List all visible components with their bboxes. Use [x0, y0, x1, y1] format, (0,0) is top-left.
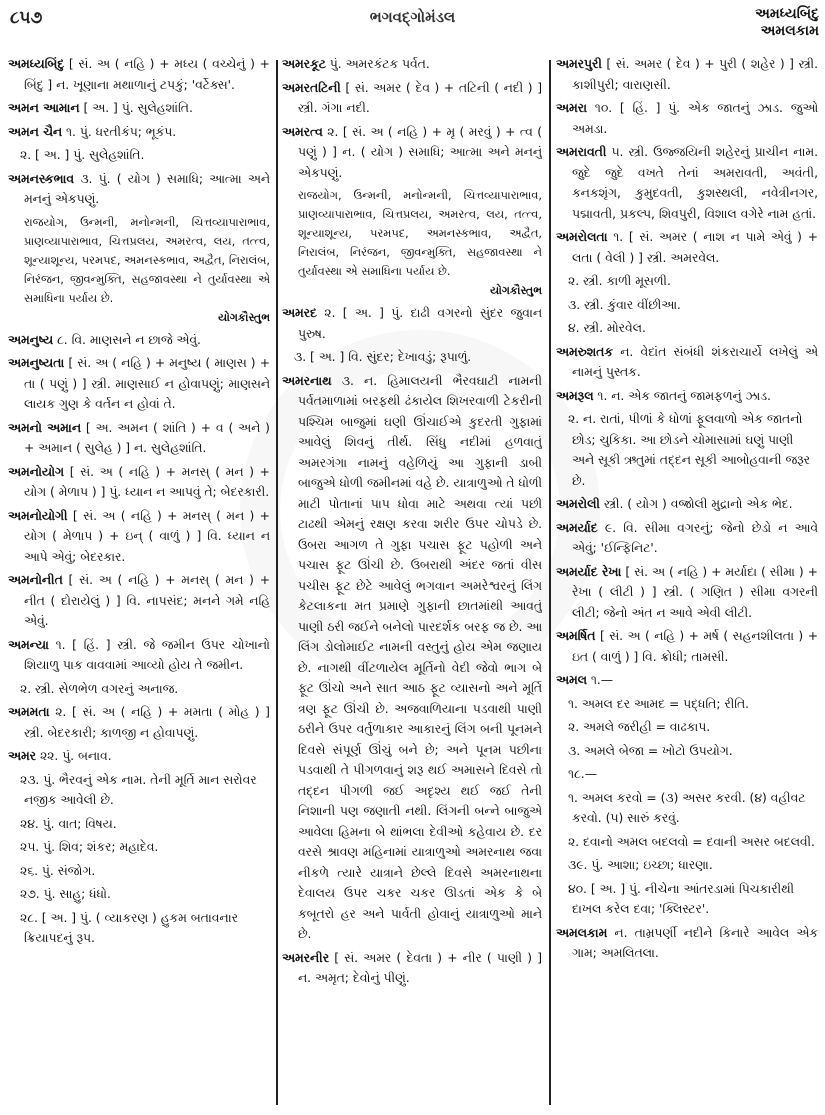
sense-item	[556, 409, 818, 491]
headword: અમરા	[556, 101, 588, 115]
synonym-quote	[8, 213, 270, 327]
headword: અમરુશતક	[556, 344, 613, 359]
headword: અમલકામ	[556, 925, 608, 940]
definition-text: ૧૦. [ હિં. ] પું. એક જાતનું ઝાડ. જુઓ અમડા.	[572, 101, 818, 136]
headword: અમન્યા	[8, 637, 49, 652]
dictionary-entry	[556, 386, 818, 407]
page-header	[0, 0, 825, 52]
definition-text: ૨. ન. રાતાં, પીળાં કે ધોળાં ફૂલવાળો એક જાતનો છોડ; ચુકિકા. આ છોડને ચોમાસામાં ઘણું પાણી અને સૂકી ઋતુમાં તદ્દન સૂકી આબોહવાની જરૂર છે.	[568, 412, 810, 488]
definition-text: ૩. સ્ત્રી. કુંવાર વીંછીઆ.	[568, 297, 681, 312]
definition-text: ૩. [ અ. ] વિ. સુંદર; દેખાવડું; રૂપાળું.	[294, 350, 472, 364]
definition-text: [ સં. અમર ( દેવ ) + તટિની ( નદી ) ] સ્ત્રી. ગંગા નદી.	[298, 80, 542, 115]
definition-text: ૧.—	[590, 673, 614, 687]
dictionary-entry	[8, 169, 270, 210]
definition-text: [ સં. અમર ( દેવતા ) + નીર ( પાણી ) ] ન. અમૃત; દેવોનું પીણું.	[298, 950, 542, 985]
dictionary-entry	[282, 948, 542, 989]
dictionary-entry	[8, 353, 270, 415]
headword: અમનુષ્યતા	[8, 356, 65, 370]
definition-text: ૫. સ્ત્રી. ઉજ્જયિની શહેરનું પ્રાચીન નામ. જુદે જુદે વખતે તેનાં અમરાવતી, અવંતી, કનકશૃંગ, કુમુદવતી, કુશસ્થલી, નવેત્રીનગર, પદ્માવતી, પ્રકલ્પ, શિવપુરી, વિશાલ વગેરે નામ હતાં.	[572, 145, 818, 221]
dictionary-entry	[556, 54, 818, 95]
sense-item	[8, 837, 270, 858]
definition-text: ૧. પું. ધરતીકંપ; ભૂકંપ.	[66, 124, 177, 139]
definition-text: ૨. દવાનો અમલ બદલવો = દવાની અસર બદલવી.	[568, 834, 815, 849]
definition-text: ૪૦. [ અ. ] પું. નીચેના આંતરડામાં પિચકારીથી દાખલ કરેલ દવા; 'ક્લિસ્ટર'.	[568, 881, 795, 916]
definition-text: ૨. [ સં. અ ( નહિ ) + મમતા ( મોહ ) ] સ્ત્રી. બેદરકારી; કાળજી ન હોવાપણું.	[24, 705, 270, 740]
definition-text: ૨. સ્ત્રી. સેળભેળ વગરનું અનાજ.	[20, 681, 179, 696]
sense-item	[8, 908, 270, 949]
sense-item	[556, 788, 818, 829]
definition-text: ૧. ન. એક જાતનું જામફળનું ઝાડ.	[597, 388, 771, 403]
sense-item	[8, 884, 270, 905]
sense-item	[8, 679, 270, 700]
dictionary-entry	[282, 54, 542, 75]
definition-text: ૨૫. પું. શિવ; શંકર; મહાદેવ.	[20, 840, 159, 854]
headword: અમરદ	[282, 306, 317, 320]
dictionary-entry	[556, 227, 818, 268]
dictionary-entry	[8, 702, 270, 743]
column-1	[8, 54, 270, 1115]
dictionary-entry	[8, 54, 270, 95]
quote-text: રાજયોગ, ઉન્મની, મનોન્મની, ચિત્તવ્યાપારાભાવ, પ્રાણવ્યાપારાભાવ, ચિત્તપ્રલય, અમરત્વ, લય, તત્ત્વ, શૂન્યાશૂન્ય, પરમપદ, અમનસ્કભાવ, અદ્વૈત, નિરાલંબ, નિરંજન, જીવન્મુક્તિ, સહજાવસ્થા ને તુર્યાવસ્થા એ સમાધિના પર્યાય છે.	[24, 214, 270, 305]
sense-item	[8, 770, 270, 811]
definition-text: ૨. [ અ. ] પું. દાઢી વગરનો સુંદર જુવાન પુરુષ.	[298, 306, 542, 341]
definition-text: ૪. સ્ત્રી. મોરવેલ.	[568, 321, 646, 335]
definition-text: ૧. અમલ દર આમદ = પદ્ધતિ; રીતિ.	[568, 696, 750, 711]
definition-text: સ્ત્રી. ( યોગ ) વજ્રોલી મુદ્રાનો એક ભેદ.	[603, 497, 793, 511]
sense-item	[556, 295, 818, 316]
column-divider	[549, 60, 551, 1105]
headword: અમલ	[556, 673, 587, 687]
definition-text: ૨૬. પું. સંજોગ.	[20, 863, 96, 878]
guide-word-last: અમલકામ	[760, 23, 819, 39]
headword: અમરપુરી	[556, 57, 602, 71]
headword: અમરતટિની	[282, 80, 341, 95]
headword: અમનો અમાન	[8, 420, 81, 435]
sense-item	[282, 347, 542, 368]
sense-item	[8, 145, 270, 166]
definition-text: ૨૮. [ અ. ] પું. ( વ્યાકરણ ) હુકમ બતાવનાર ક્રિયાપદનું રૂપ.	[20, 910, 238, 945]
sense-item	[556, 717, 818, 738]
definition-text: [ સં. અ ( નહિ ) + મનસ્ ( મન ) + નીત ( દોરાયેલું ) ] વિ. નાપસંદ; મનને ગમે નહિ એવું.	[24, 573, 270, 628]
sense-item	[8, 814, 270, 835]
sense-item	[556, 832, 818, 853]
sense-item	[556, 741, 818, 762]
dictionary-entry	[8, 122, 270, 143]
dictionary-entry	[282, 78, 542, 119]
definition-text: [ સં. અ ( નહિ ) + મર્ષ ( સહનશીલતા ) + ઇત ( વાળું ) ] વિ. ક્રોધી; તામસી.	[572, 629, 818, 664]
definition-text: [ સં. અ ( નહિ ) + મનસ્ ( મન ) + યોગ ( મેળાપ ) ] પું. ધ્યાન ન આપવું તે; બેદરકારી.	[24, 464, 270, 499]
dictionary-entry	[556, 518, 818, 559]
column-2	[282, 54, 542, 1115]
dictionary-columns	[0, 54, 825, 1115]
dictionary-entry	[8, 98, 270, 119]
sense-item	[556, 879, 818, 920]
headword: અમરોલતા	[556, 230, 608, 244]
headword: અમન આમાન	[8, 101, 80, 115]
definition-text: ન. તામ્રપર્ણી નદીને કિનારે આવેલ એક ગામ; અમલિતલા.	[572, 925, 818, 960]
dictionary-entry	[8, 462, 270, 503]
headword: અમરત્વ	[282, 124, 323, 139]
headword: અમરકૂટ	[282, 57, 326, 71]
definition-text: [ સં. અ ( નહિ ) + મર્યાદા ( સીમા ) + રેખા ( લીટી ) ] સ્ત્રી. ( ગણિત ) સીમા વગરની લીટી; જેનો અંત ન આવે એવી લીટી.	[572, 564, 818, 620]
definition-text: ૨૪. પું. વાત; વિષય.	[20, 816, 117, 831]
definition-text: ૨. સ્ત્રી. કાળી મૂસળી.	[568, 274, 671, 288]
dictionary-entry	[282, 371, 542, 945]
definition-text: ૩. પું. ( યોગ ) સમાધિ; આત્મા અને મનનું એકપણું.	[24, 171, 270, 206]
column-3	[556, 54, 818, 1115]
definition-text: ૮. વિ. માણસને ન છાજે એવું.	[57, 332, 201, 347]
dictionary-entry	[556, 494, 818, 515]
guide-word-first: અમધ્યબિંદુ	[755, 6, 819, 22]
dictionary-entry	[556, 670, 818, 691]
dictionary-entry	[282, 303, 542, 344]
definition-text: [ સં. અ ( નહિ ) + મનસ્ ( મન ) + યોગ ( મેળાપ ) + ઇન્ ( વાળું ) ] વિ. ધ્યાન ન આપે એવું; બેદરકાર.	[24, 508, 270, 564]
definition-text: ૧. [ હિં. ] સ્ત્રી. જે જમીન ઉપર ચોખાનો શિયાળુ પાક વાવવામાં આવ્યો હોય તે જમીન.	[24, 637, 270, 672]
headword: અમર	[8, 749, 37, 763]
sense-item	[556, 764, 818, 785]
headword: અમનસ્કભાવ	[8, 171, 75, 186]
definition-text: [ અ. ] પું. સુલેહશાંતિ.	[83, 101, 193, 115]
dictionary-entry	[8, 570, 270, 632]
headword: અમરનાથ	[282, 373, 332, 388]
headword: અમરાવતી	[556, 145, 607, 159]
definition-text: ૩. ન. હિમાલયની ભૈરવઘાટી નામની પર્વતમાળામાં બરફથી ઢંકાયેલ શિખરવાળી ટેકરીની પશ્ચિમ બાજુમાં ઘણી ઊંચાઈએ કુદરતી ગુફામાં આવેલું શિવનું તીર્થ. સિંધુ નદીમાં હળવાતું અમરગંગા નામનું વહેળિયું આ ગુફાની ડાબી બાજુએ ધોળી જમીનમાં વહે છે. યાત્રાળુઓ તે ધોળી માટી પોતાનાં પાપ ધોવા માટે અથવા ત્યાં પછી ટાઢથી એમનું રક્ષણ કરવા શરીર ઉપર ચોપડે છે. ઉબરા આગળ તે ગુફા પચાસ ફૂટ પહોળી અને પચાસ ફૂટ ઊંચી છે. ઉબરાથી અંદર જતાં વીસ પચીસ ફૂટ છેટે આવેલું ભગવાન અમરેશ્વરનું લિંગ કેટલાકના મત પ્રમાણે ગુફાની છાતમાંથી આવતું પાણી ઠરી જઈને બનેલો પારદર્શક બરફ જ છે. આ લિંગ ડોલોમાઈટ નામની વસ્તુનું હોય એમ જણાય છે. નાગથી વીંટળાયેલ મૂર્તિનો વેદી જેવો ભાગ બે ફૂટ ઊંચો અને સાત આઠ ફૂટ વ્યાસનો અને મૂર્તિ ત્રણ ફૂટ ઊંચી છે. અજવાળિયાના પડવાથી પાણી ઠરીને ઉપર વર્તુળાકાર આકારનું લિંગ બની પૂનમને દિવસે સંપૂર્ણ ઊંચું બને છે; અને પૂનમ પછીના પડવાથી તે પીગળવાનું શરૂ થઈ અમાસને દિવસે તો તદ્દન પીગળી જઈ અદૃશ્ય થઈ જઈ તેની નિશાની પણ જણાતી નથી. લિંગની બન્ને બાજુએ આવેલા હિમના બે થાંભલા દેવીઓ કહેવાય છે. દર વરસે શ્રાવણ મહિનામાં યાત્રાળુઓ અમરનાથ જવા નીકળે ત્યારે યાત્રાને છેલ્લે દિવસે અમરનાથના દેવાલય ઉપર ચકર ચકર ઊડતાં એક કે બે કબૂતરો હર અને પાર્વતી હોવાનું યાત્રાળુઓ માને છે.	[298, 373, 542, 941]
headword: અમરનીર	[282, 950, 330, 965]
headword: અમર્યાદ રેખા	[556, 564, 622, 579]
sense-item	[8, 861, 270, 882]
headword: અમરોલી	[556, 497, 600, 511]
dictionary-entry	[556, 342, 818, 383]
definition-text: ૩૯. પું. આશા; ઇચ્છા; ધારણા.	[568, 858, 713, 872]
dictionary-entry	[556, 626, 818, 667]
quote-text: રાજયોગ, ઉન્મની, મનોન્મની, ચિત્તવ્યાપારાભાવ, પ્રાણવ્યાપારાભાવ, ચિત્તપ્રલય, અમરત્વ, લય, તત્ત્વ, શૂન્યાશૂન્ય, પરમપદ, અમનસ્કભાવ, અદ્વૈત, નિરાલંબ, નિરંજન, જીવન્મુક્તિ, સહજાવસ્થા ને તુર્યાવસ્થા એ સમાધિના પર્યાય છે.	[298, 188, 542, 278]
headword: અમરૂલ	[556, 388, 594, 403]
headword: અમન ચૈન	[8, 124, 63, 139]
sense-item	[556, 271, 818, 292]
definition-text: ૨૭. પું. સાહુ; ધંધો.	[20, 887, 111, 901]
sense-item	[556, 855, 818, 876]
headword: અમનોયોગી	[8, 508, 68, 523]
guide-words	[755, 6, 819, 40]
quote-source: યોગકૌસ્તુભ	[218, 310, 270, 324]
dictionary-entry	[556, 562, 818, 624]
definition-text: ૨૨. પું. બનાવ.	[39, 749, 112, 763]
definition-text: ૨. [ સં. અ ( નહિ ) + મૃ ( મરવું ) + ત્વ ( પણું ) ] ન. ( યોગ ) સમાધિ; આત્મા અને મનનું એકપણું.	[298, 124, 542, 180]
headword: અમમતા	[8, 705, 50, 719]
definition-text: ૧૮.—	[568, 767, 597, 781]
dictionary-entry	[556, 142, 818, 224]
definition-text: [ સં. અ ( નહિ ) + મનુષ્ય ( માણસ ) + તા ( પણું ) ] સ્ત્રી. માણસાઈ ન હોવાપણું; માણસને લાયક ગુણ કે વર્તન ન હોવાં તે.	[24, 356, 270, 411]
definition-text: ૯. વિ. સીમા વગરનું; જેનો છેડો ન આવે એવું; 'ઈન્ફિનિટ'.	[572, 520, 818, 555]
headword: અમનુષ્ય	[8, 332, 54, 347]
dictionary-entry	[8, 746, 270, 767]
dictionary-entry	[8, 330, 270, 351]
dictionary-entry	[556, 98, 818, 139]
definition-text: ૨૩. પું. ભૈરવનું એક નામ. તેની મૂર્તિ માન સરોવર નજીક આવેલી છે.	[20, 772, 257, 807]
definition-text: [ અ. અમન ( શાંતિ ) + વ ( અને ) + અમાન ( સુલેહ ) ] ન. સુલેહશાંતિ.	[24, 420, 270, 455]
definition-text: ન. વેદાંત સંબંધી શંકરાચાર્યે લખેલું એ નામનું પુસ્તક.	[572, 344, 818, 379]
headword: અમર્ષિત	[556, 629, 596, 643]
dictionary-entry	[282, 122, 542, 184]
synonym-quote	[282, 186, 542, 300]
dictionary-entry	[556, 923, 818, 964]
dictionary-entry	[8, 506, 270, 568]
headword: અમનોનીત	[8, 573, 63, 587]
quote-source: યોગકૌસ્તુભ	[490, 284, 542, 297]
definition-text: ૨. અમલે જરીહી = વાઢકાપ.	[568, 720, 711, 734]
sense-item	[556, 318, 818, 339]
page-number: ૮૫૭	[10, 8, 43, 28]
definition-text: [ સં. અમર ( દેવ ) + પુરી ( શહેર ) ] સ્ત્રી. કાશીપુરી; વારાણસી.	[572, 57, 818, 92]
definition-text: [ સં. અ ( નહિ ) + મધ્ય ( વચ્ચેનું ) + બિંદુ ] ન. ખૂણાના મથાળાનું ટપકું; 'વર્ટેક્સ'.	[24, 57, 270, 92]
dictionary-entry	[8, 418, 270, 459]
headword: અમર્યાદ	[556, 520, 598, 535]
dictionary-entry	[8, 635, 270, 676]
running-title: ભગવદ્ગોમંડલ	[369, 8, 456, 26]
definition-text: ૧. [ સં. અમર ( નાશ ન પામે એવું ) + લતા ( વેલી ) ] સ્ત્રી. અમરવેલ.	[572, 230, 818, 265]
headword: અમનોયોગ	[8, 464, 65, 479]
column-divider	[276, 60, 278, 1105]
definition-text: ૩. અમલે બેજા = ખોટો ઉપયોગ.	[568, 743, 733, 758]
headword: અમધ્યબિંદુ	[8, 57, 65, 71]
sense-item	[556, 694, 818, 715]
definition-text: ૧. અમલ કરવો = (૩) અસર કરવી. (૪) વહીવટ કરવો. (૫) સારું કરવું.	[568, 790, 806, 825]
definition-text: પું. અમરકંટક પર્વત.	[329, 57, 430, 71]
definition-text: ૨. [ અ. ] પું. સુલેહશાંતિ.	[20, 148, 145, 162]
